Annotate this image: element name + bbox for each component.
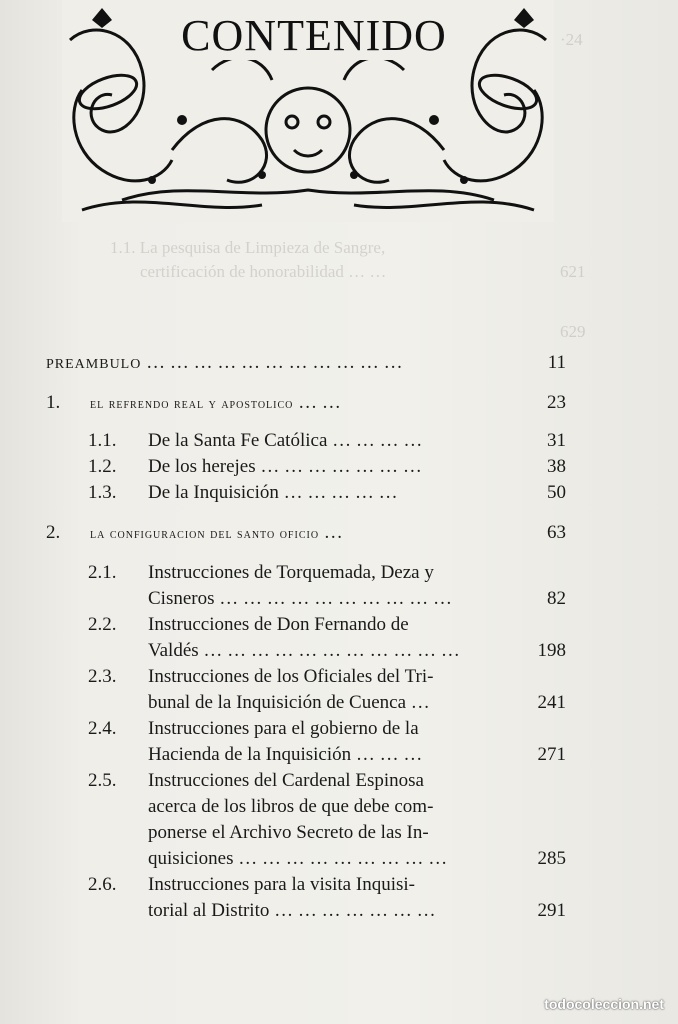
toc-entry-number: 1.2. (88, 456, 117, 477)
toc-entry-2-6 (46, 872, 566, 921)
toc-entry-number: 2.4. (88, 718, 117, 739)
toc-entry-line: bunal de la Inquisición de Cuenca … (148, 692, 430, 713)
toc-page-number: 198 (537, 640, 566, 661)
toc-leader-dots: … … … … … (283, 482, 398, 503)
toc-leader-dots: … … (298, 392, 341, 413)
toc-leader-dots: … (323, 522, 343, 543)
toc-entry-preambulo (46, 350, 566, 376)
toc-entry-title: De la Santa Fe Católica (148, 430, 328, 451)
show-through-text: ·24 (560, 30, 583, 49)
toc-entry-line: Instrucciones para la visita Inquisi- (148, 874, 415, 895)
toc-page-number: 82 (547, 588, 566, 609)
toc-entry-number: 2.5. (88, 770, 117, 791)
toc-entry-title: PREAMBULO (46, 357, 142, 372)
toc-page-number: 23 (547, 392, 566, 413)
toc-entry-line: quisiciones … … … … … … … … … (148, 848, 448, 869)
toc-page-number: 31 (547, 430, 566, 451)
toc-entry-line: acerca de los libros de que debe com- (148, 796, 434, 817)
toc-page-number: 271 (537, 744, 566, 765)
toc-page-number: 50 (547, 482, 566, 503)
watermark: todocoleccion.net (544, 996, 664, 1012)
toc-entry-2-2 (46, 612, 566, 661)
toc-leader-dots: … … … … … … … (260, 456, 422, 477)
toc-entry-line: Instrucciones de Torquemada, Deza y (148, 562, 434, 583)
toc-entry-1-2 (46, 454, 566, 480)
toc-entry-number: 2.1. (88, 562, 117, 583)
page-title: CONTENIDO (160, 12, 468, 60)
toc-page-number: 291 (537, 900, 566, 921)
toc-entry-2-3 (46, 664, 566, 713)
toc-entry-number: 2.6. (88, 874, 117, 895)
toc-entry-title: De los herejes (148, 456, 256, 477)
toc-entry-line: Cisneros … … … … … … … … … … (148, 588, 452, 609)
show-through-text: 621 (560, 262, 586, 281)
toc-leader-dots: … … … … (332, 430, 423, 451)
toc-entry-line: Instrucciones del Cardenal Espinosa (148, 770, 424, 791)
toc-entry-chapter-1 (46, 390, 566, 416)
toc-page-number: 38 (547, 456, 566, 477)
toc-page-number: 241 (537, 692, 566, 713)
toc-page-number: 63 (547, 522, 566, 543)
show-through-text: 1.1. La pesquisa de Limpieza de Sangre, (110, 238, 386, 257)
toc-page-number: 11 (547, 352, 566, 373)
show-through-text: 629 (560, 322, 586, 341)
toc-entry-1-3 (46, 480, 566, 506)
toc-entry-number: 2.2. (88, 614, 117, 635)
show-through-text: certificación de honorabilidad … … (140, 262, 387, 281)
toc-entry-number: 1. (46, 392, 61, 413)
toc-entry-line: ponerse el Archivo Secreto de las In- (148, 822, 429, 843)
toc-entry-number: 1.3. (88, 482, 117, 503)
toc-entry-title: De la Inquisición (148, 482, 279, 503)
toc-entry-line: Instrucciones de los Oficiales del Tri- (148, 666, 434, 687)
toc-entry-title: la configuracion del santo oficio (90, 527, 320, 542)
toc-entry-2-5 (46, 768, 566, 869)
toc-entry-line: Hacienda de la Inquisición … … … (148, 744, 423, 765)
toc-entry-number: 1.1. (88, 430, 117, 451)
toc-leader-dots: … … … … … … … … … … … (146, 352, 403, 373)
toc-entry-2-4 (46, 716, 566, 765)
toc-entry-line: Valdés … … … … … … … … … … … (148, 640, 460, 661)
toc-page-number: 285 (537, 848, 566, 869)
toc-entry-line: Instrucciones de Don Fernando de (148, 614, 409, 635)
toc-entry-line: torial al Distrito … … … … … … … (148, 900, 436, 921)
toc-entry-1-1 (46, 428, 566, 454)
toc-entry-2-1 (46, 560, 566, 609)
toc-entry-number: 2. (46, 522, 61, 543)
toc-entry-line: Instrucciones para el gobierno de la (148, 718, 419, 739)
toc-entry-chapter-2 (46, 520, 566, 546)
toc-entry-number: 2.3. (88, 666, 117, 687)
toc-entry-title: el refrendo real y apostolico (90, 397, 294, 412)
